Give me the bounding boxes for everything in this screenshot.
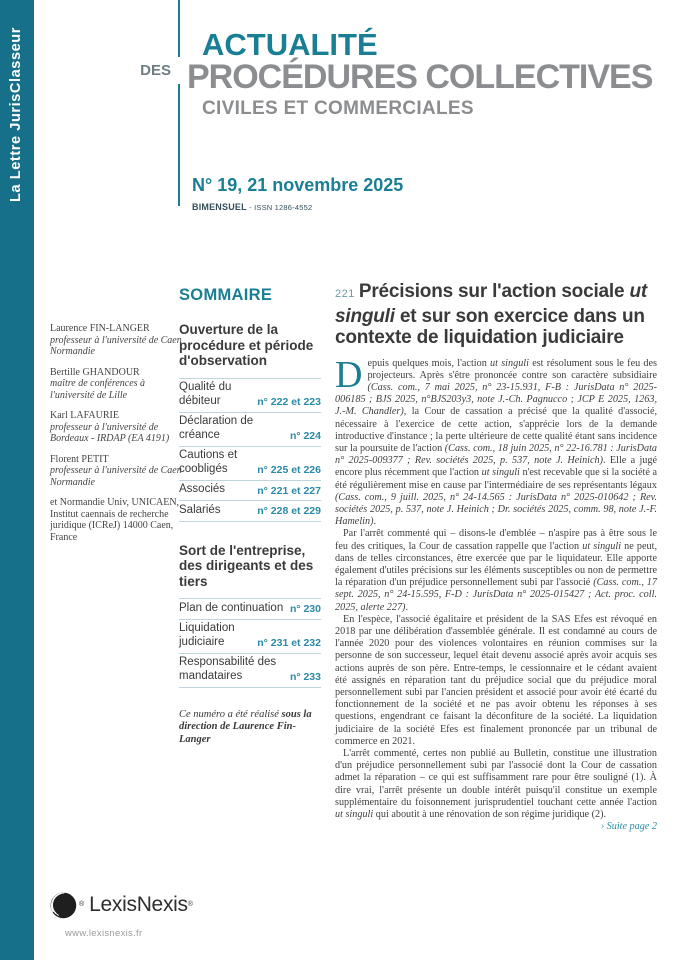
- toc-ref: n° 225 et 226: [257, 464, 321, 476]
- left-brand-band: [0, 0, 34, 960]
- paragraph-text: L'arrêt commenté, certes non publié au Bulletin, constitue une illustration d'un préjudice personnellement subi par l'associé dont la Cour de cassation admet la réparation – ce qui est suffisamment rare pour être souligné (1). À dire vrai, l'arrêt présente un double intérêt puisqu'il constitue un exemple supplémentaire du foisonnement jurisprudentiel touchant cette année l'action ut singuli qui aboutit à une rénovation de son régime juridique (2).: [335, 748, 657, 821]
- toc-row: [179, 599, 321, 620]
- toc-ref: n° 233: [289, 671, 321, 683]
- lead-article: [335, 281, 657, 833]
- masthead-vertical-rule: [178, 0, 180, 206]
- toc-section-heading: Sort de l'entreprise, des dirigeants et des tiers: [179, 542, 314, 589]
- issn-label: - ISSN 1286-4552: [246, 203, 313, 212]
- registered-mark: ®: [79, 901, 85, 908]
- toc-row: [179, 501, 321, 522]
- toc-row: [179, 654, 321, 688]
- sommaire: [179, 286, 321, 746]
- lexisnexis-wordmark: LexisNexis: [89, 892, 188, 916]
- toc-label: Déclaration de créance: [179, 415, 254, 441]
- contributor-name: Bertille GHANDOUR: [50, 366, 140, 378]
- toc-row: [179, 481, 321, 502]
- frequency-label: BIMENSUEL: [192, 202, 247, 212]
- institution-affiliation: et Normandie Univ, UNICAEN, Institut caennais de recherche juridique (ICReJ) 14000 Caen, France: [50, 497, 180, 543]
- toc-ref: n° 231 et 232: [257, 637, 321, 649]
- toc-label: Liquidation judiciaire: [179, 622, 235, 648]
- contributor-role: professeur à l'université de Bordeaux - IRDAP (EA 4191): [50, 421, 170, 444]
- toc-label: Responsabilité des mandataires: [179, 656, 277, 682]
- registered-mark: ®: [187, 901, 193, 908]
- toc-label: Plan de continuation: [179, 601, 284, 614]
- contributor: [50, 410, 182, 445]
- toc-label: Associés: [179, 483, 226, 495]
- toc-ref: n° 224: [289, 430, 321, 442]
- toc-ref: n° 222 et 223: [257, 396, 321, 408]
- article-paragraph: [335, 748, 657, 833]
- frequency-issn-line: [192, 197, 312, 215]
- contributor-role: maître de conférences à l'université de Lille: [50, 378, 146, 401]
- lexisnexis-logo: [46, 888, 193, 921]
- issue-number-date: N° 19, 21 novembre 2025: [192, 175, 404, 195]
- sommaire-title: SOMMAIRE: [179, 286, 273, 304]
- toc-row: [179, 413, 321, 447]
- toc-ref: n° 230: [289, 603, 321, 615]
- toc-list: [179, 378, 321, 522]
- lexisnexis-logo-icon: [46, 888, 79, 921]
- continuation-link[interactable]: › Suite page 2: [600, 821, 657, 833]
- toc-row: [179, 447, 321, 481]
- contributor: [50, 323, 182, 358]
- contributors-list: [50, 323, 182, 543]
- toc-label: Salariés: [179, 503, 221, 516]
- masthead-title-line1: ACTUALITÉ: [202, 27, 378, 62]
- toc-ref: n° 228 et 229: [257, 505, 321, 517]
- contributor-name: Karl LAFAURIE: [50, 410, 119, 421]
- contributor-role: professeur à l'université de Caen Normandie: [50, 465, 182, 488]
- article-paragraph: [335, 528, 657, 613]
- contributor: [50, 367, 182, 402]
- masthead-subtitle: CIVILES ET COMMERCIALES: [202, 98, 474, 119]
- toc-label: Cautions et coobligés: [179, 449, 238, 475]
- masthead-title-line2: PROCÉDURES COLLECTIVES: [187, 58, 653, 96]
- article-paragraph: [335, 614, 657, 748]
- toc-label: Qualité du débiteur: [179, 381, 232, 407]
- paragraph-text: En l'espèce, l'associé égalitaire et président de la SAS Efes est révoqué en 2018 par une délibération d'assemblée générale. Il est condamné au cours de l'année 2020 pour des violences volontaires en réunion commises sur la personne de son successeur, lequel était devenu associé après avoir acquis ses actions auprès de son père. Entre-temps, le cessionnaire et le cédant avaient été assignés en réparation tant du préjudice social que du préjudice moral personnellement subi par l'ancien président et associé pour avoir été écarté du fonctionnement de la société et ne pas avoir obtenu les réponses à ses questions, engendrant ce faisant la déconfiture de la société. La liquidation judiciaire de la société Efes est finalement prononcée par un tribunal de commerce en 2021.: [335, 613, 657, 747]
- paragraph-text: Par l'arrêt commenté qui – disons-le d'emblée – n'aspire pas à être sous le feu des critiques, la Cour de cassation rappelle que l'action ut singuli ne peut, dans de telles circonstances, être exercée que par le liquidateur. Elle apporte également d'utiles précisions sur les éléments susceptibles ou non de permettre la réparation d'un préjudice personnellement subi par l'associé (Cass. com., 17 sept. 2025, n° 24-15.595, F-D : JurisData n° 2025-015427 ; Act. proc. coll. 2025, alerte 227).: [335, 528, 657, 613]
- toc-list: [179, 598, 321, 688]
- article-paragraph: [335, 353, 658, 529]
- contributor: [50, 454, 182, 489]
- vertical-brand-label: La Lettre JurisClasseur: [8, 27, 24, 202]
- contributor-role: professeur à l'université de Caen Normandie: [50, 334, 182, 357]
- toc-row: [179, 379, 321, 413]
- editor-note: Ce numéro a été réalisé sous la direction de Laurence Fin-Langer: [179, 708, 312, 745]
- article-title: 221 Précisions sur l'action sociale ut singuli et sur son exercice dans un contexte de liquidation judiciaire: [335, 281, 647, 348]
- contributor-name: Florent PETIT: [50, 453, 109, 465]
- paragraph-text: epuis quelques mois, l'action ut singuli est résolument sous le feu des projecteurs. Après s'être prononcée contre son caractère subsidiaire (Cass. com., 7 mai 2025, n° 23-15.931, F-B : JurisData n° 2025-006185 ; BJS 2025, n°BJS203y3, note J.-Ch. Pagnucco ; JCP E 2025, 1263, J.-M. Chandler), la Cour de cassation a précisé que la qualité d'associé, nécessaire à l'exercice de cette action, s'apprécie lors de la demande introductive d'instance ; la perte ultérieure de cette qualité étant sans incidence sur la poursuite de l'action (Cass. com., 18 juin 2025, n° 22-16.781 : JurisData n° 2025-009377 ; Rev. sociétés 2025, p. 537, note J. Heinich). Elle a jugé encore plus récemment que l'action ut singuli n'est recevable que si la société a été régulièrement mise en cause par l'intermédiaire de ses représentants légaux (Cass. com., 9 juill. 2025, n° 24-14.565 : JurisData n° 2025-010642 ; Rev. sociétés 2025, p. 537, note J. Heinich ; Dr. sociétés 2025, comm. 98, note J.-F. Hamelin).: [335, 357, 658, 528]
- publisher-footer: [46, 888, 193, 939]
- toc-row: [179, 620, 321, 654]
- dropcap: D: [335, 353, 363, 396]
- toc-section-heading: Ouverture de la procédure et période d'observation: [179, 322, 314, 368]
- contributor-name: Laurence FIN-LANGER: [50, 323, 150, 334]
- toc-ref: n° 221 et 227: [257, 484, 321, 497]
- website-link[interactable]: www.lexisnexis.fr: [65, 928, 143, 939]
- masthead-des-label: DES: [138, 57, 184, 84]
